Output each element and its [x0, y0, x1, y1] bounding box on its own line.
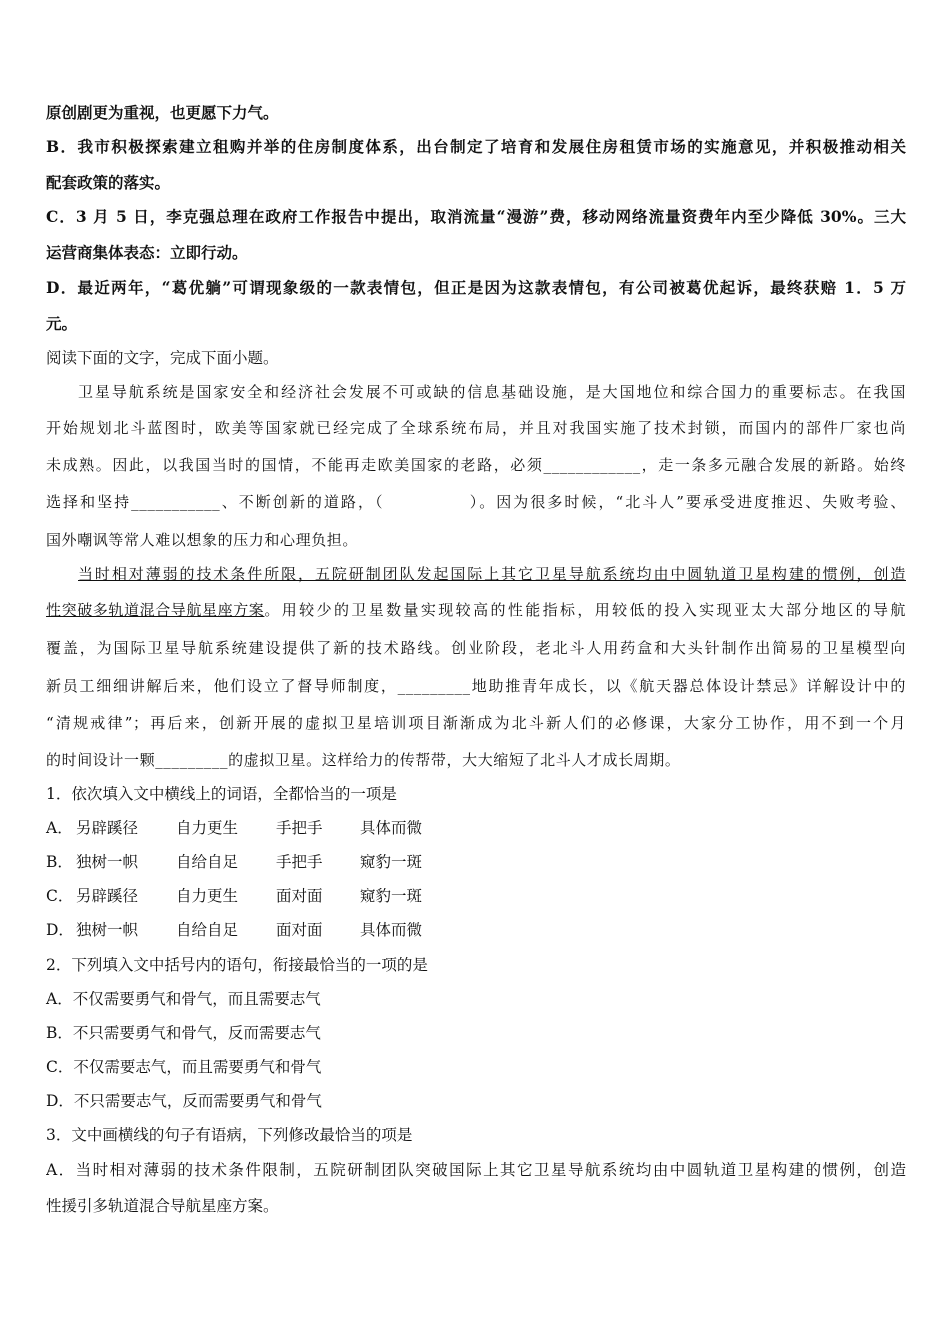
q2-option-a: A．不仅需要勇气和骨气，而且需要志气	[46, 990, 321, 1008]
question-1-stem: 1．依次填入文中横线上的词语，全都恰当的一项是	[46, 785, 397, 803]
q2-option-d: D．不只需要志气，反而需要勇气和骨气	[46, 1092, 322, 1110]
q3-option-a: A．当时相对薄弱的技术条件限制，五院研制团队突破国际上其它卫星导航系统均由中圆轨道卫星构建的惯例，创造	[46, 1161, 906, 1179]
prev-option-c-cont: 运营商集体表态：立即行动。	[46, 243, 248, 262]
passage-p2-line6: 的时间设计一颗_________的虚拟卫星。这样给力的传帮带，大大缩短了北斗人才成长周期。	[46, 751, 681, 769]
passage-p2-line3: 覆盖，为国际卫星导航系统建设提供了新的技术路线。创业阶段，老北斗人用药盒和大头针制作出简易的卫星模型向	[46, 639, 906, 657]
passage-p1-line5: 国外嘲讽等常人难以想象的压力和心理负担。	[46, 531, 359, 549]
passage-p1-line3: 未成熟。因此，以我国当时的国情，不能再走欧美国家的老路，必须____________，走一条多元融合发展的新路。始终	[46, 456, 906, 474]
q1-option-d: D． 独树一帜 自给自足 面对面 具体而微	[46, 921, 423, 939]
prev-option-d: D．最近两年，“葛优躺”可谓现象级的一款表情包，但正是因为这款表情包，有公司被葛优起诉，最终获赔 1．5 万	[46, 278, 906, 297]
q1-option-b: B． 独树一帜 自给自足 手把手 窥豹一斑	[46, 853, 423, 871]
passage-p2-line4: 新员工细细讲解后来，他们设立了督导师制度，_________地助推青年成长，以《航天器总体设计禁忌》详解设计中的	[46, 677, 906, 695]
passage-p2-underlined-part: 性突破多轨道混合导航星座方案	[46, 601, 265, 619]
reading-instruction: 阅读下面的文字，完成下面小题。	[46, 349, 279, 367]
prev-option-c: C．3 月 5 日，李克强总理在政府工作报告中提出，取消流量“漫游”费，移动网络流量资费年内至少降低 30%。三大	[46, 207, 906, 226]
q3-option-a-cont: 性援引多轨道混合导航星座方案。	[46, 1197, 279, 1215]
q2-option-c: C．不仅需要志气，而且需要勇气和骨气	[46, 1058, 322, 1076]
passage-p2-line5: “清规戒律”；再后来，创新开展的虚拟卫星培训项目渐渐成为北斗新人们的必修课，大家分工协作，用不到一个月	[46, 714, 906, 732]
passage-p2-line2	[46, 600, 906, 620]
question-2-stem: 2．下列填入文中括号内的语句，衔接最恰当的一项的是	[46, 956, 428, 974]
question-3-stem: 3．文中画横线的句子有语病，下列修改最恰当的项是	[46, 1126, 413, 1144]
q2-option-b: B．不只需要勇气和骨气，反而需要志气	[46, 1024, 321, 1042]
q1-option-a: A． 另辟蹊径 自力更生 手把手 具体而微	[46, 819, 423, 837]
prev-option-b-cont: 配套政策的落实。	[46, 173, 171, 192]
q1-option-c: C． 另辟蹊径 自力更生 面对面 窥豹一斑	[46, 887, 423, 905]
passage-p1-line4: 选择和坚持___________、不断创新的道路，（ ）。因为很多时候，“北斗人”要承受进度推迟、失败考验、	[46, 493, 906, 511]
prev-option-d-cont: 元。	[46, 314, 78, 333]
prev-option-b: B．我市积极探索建立租购并举的住房制度体系，出台制定了培育和发展住房租赁市场的实施意见，并积极推动相关	[46, 137, 906, 156]
passage-p1-line2: 开始规划北斗蓝图时，欧美等国家就已经完成了全球系统布局，并且对我国实施了技术封锁，而国内的部件厂家也尚	[46, 419, 906, 437]
passage-p2-underlined-line1: 当时相对薄弱的技术条件所限，五院研制团队发起国际上其它卫星导航系统均由中圆轨道卫星构建的惯例，创造	[78, 565, 906, 583]
passage-p2-line2-rest: 。用较少的卫星数量实现较高的性能指标，用较低的投入实现亚太大部分地区的导航	[264, 601, 906, 619]
passage-p1-line1: 卫星导航系统是国家安全和经济社会发展不可或缺的信息基础设施，是大国地位和综合国力的重要标志。在我国	[78, 383, 906, 401]
prev-question-line: 原创剧更为重视，也更愿下力气。	[46, 103, 279, 122]
